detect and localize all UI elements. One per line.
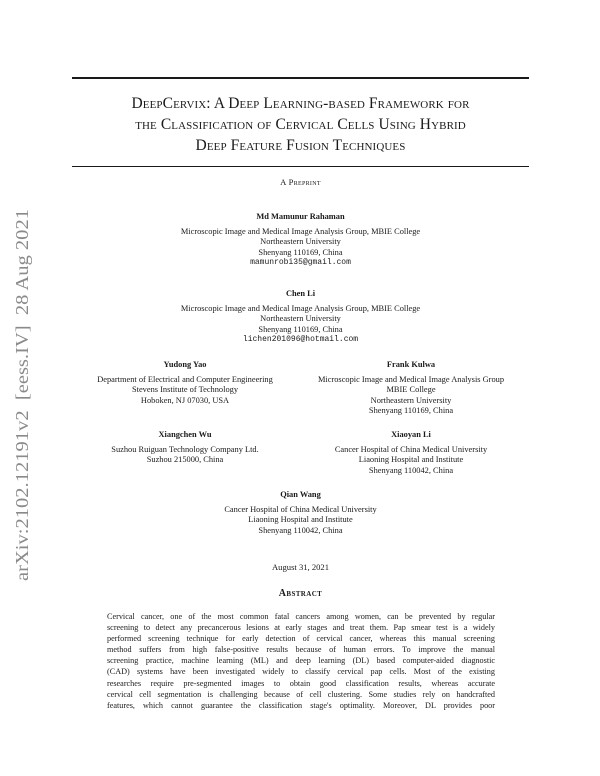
author-affiliation: Shenyang 110169, China [258, 247, 343, 257]
arxiv-identifier [3, 205, 39, 585]
paper-title [72, 93, 529, 156]
author-affiliation: Suzhou Ruiguan Technology Company Ltd. [111, 444, 259, 454]
author-affiliation: Microscopic Image and Medical Image Analysis Group, MBIE College [180, 303, 421, 313]
abstract-line: (CAD) systems have been investigated widely to classify cervical pap cells. Most of the existing [107, 667, 495, 677]
abstract-line: performed screening technique for early detection of cervical cancer, whereas this manual screening [107, 634, 495, 644]
author-kulwa [298, 360, 524, 417]
author-name: Yudong Yao [163, 360, 207, 369]
author-affiliation: Suzhou 215000, China [146, 455, 224, 465]
abstract-line: screening practice, machine learning (ML) and deep learning (DL) based computer-aided diagnostic [107, 656, 495, 666]
title-bottom-rule [72, 166, 529, 167]
author-li-chen [72, 289, 529, 346]
author-yao [72, 360, 298, 406]
author-wang [72, 490, 529, 536]
author-affiliation: Northeastern University [260, 314, 341, 324]
author-affiliation: Cancer Hospital of China Medical University [224, 504, 377, 514]
author-name: Xiangchen Wu [158, 430, 212, 439]
abstract-line: method suffers from high false-positive results because of human errors. To improve the manual [107, 645, 495, 655]
author-affiliation: Northeastern University [260, 237, 341, 247]
publication-date: August 31, 2021 [271, 562, 330, 572]
abstract-line: Cervical cancer, one of the most common fatal cancers among women, can be prevented by regular [107, 612, 495, 621]
preprint-label: A Preprint [280, 177, 321, 187]
author-rahaman [72, 212, 529, 269]
abstract-line: screening to detect any precancerous lesions at early stages and treat them. Pap smear test is a widely [107, 623, 495, 633]
author-name: Md Mamunur Rahaman [256, 212, 345, 221]
author-affiliation: MBIE College [386, 385, 436, 395]
author-name: Frank Kulwa [386, 360, 436, 369]
author-affiliation: Liaoning Hospital and Institute [358, 455, 464, 465]
author-affiliation: Hoboken, NJ 07030, USA [140, 395, 230, 405]
author-li-xiaoyan [298, 430, 524, 476]
author-affiliation: Department of Electrical and Computer Engineering [97, 374, 273, 384]
title-top-rule [72, 77, 529, 79]
abstract-line: cervical cell segmentation is challenging because of cell clustering. Some studies rely on handcrafted [107, 689, 495, 699]
abstract-line: researches require pre-segmented images to obtain good classification results, whereas accurate [107, 678, 495, 688]
author-name: Chen Li [285, 289, 316, 298]
author-affiliation: Microscopic Image and Medical Image Analysis Group [317, 374, 505, 384]
abstract-heading: Abstract [278, 588, 323, 599]
author-affiliation: Northeastern University [370, 395, 452, 405]
author-affiliation: Shenyang 110042, China [368, 465, 454, 475]
author-affiliation: Liaoning Hospital and Institute [248, 515, 353, 525]
author-affiliation: Stevens Institute of Technology [131, 385, 239, 395]
author-affiliation: Shenyang 110169, China [258, 324, 343, 334]
author-affiliation: Microscopic Image and Medical Image Analysis Group, MBIE College [180, 226, 421, 236]
author-affiliation: Shenyang 110042, China [258, 525, 343, 535]
author-email[interactable]: lichen201096@hotmail.com [242, 335, 359, 345]
title-line: Deep Feature Fusion Techniques [195, 137, 406, 154]
title-line: the Classification of Cervical Cells Using Hybrid [135, 116, 466, 133]
author-name: Qian Wang [280, 490, 321, 499]
author-affiliation: Cancer Hospital of China Medical University [334, 444, 488, 454]
abstract-line: features, which cannot guarantee the classification stage's optimality. Moreover, DL provides poor [107, 700, 495, 710]
author-name: Xiaoyan Li [391, 430, 431, 439]
author-wu [72, 430, 298, 466]
arxiv-identifier-text: arXiv:2102.12191v2 [eess.IV] 28 Aug 2021 [12, 255, 32, 581]
author-affiliation: Shenyang 110169, China [368, 406, 454, 416]
title-line: DeepCervix: A Deep Learning-based Framework for [131, 95, 470, 112]
abstract-body [107, 611, 495, 711]
author-email[interactable]: mamunrobi35@gmail.com [250, 258, 351, 268]
